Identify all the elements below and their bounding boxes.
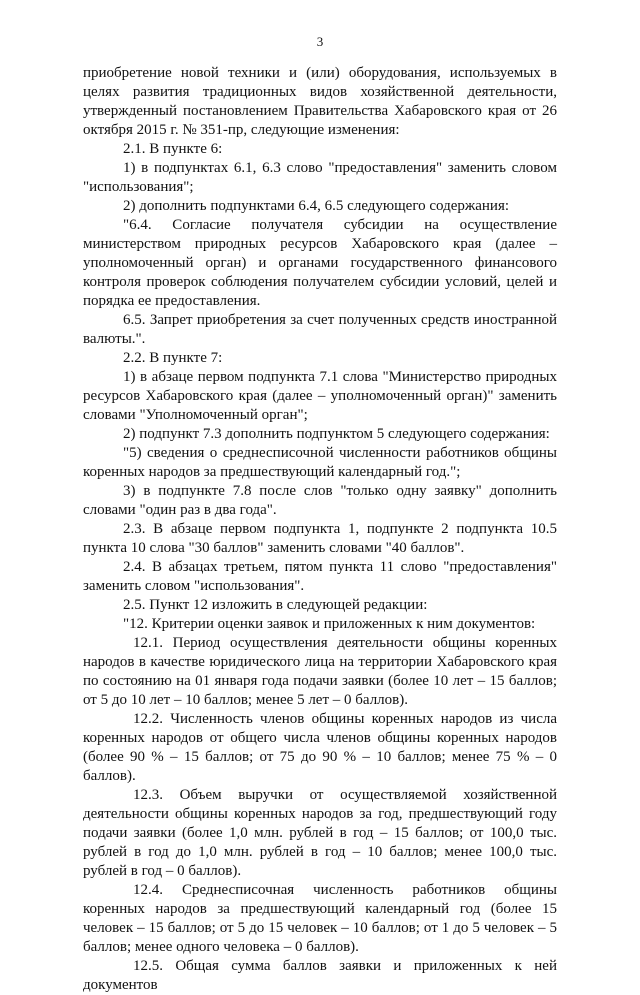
document-paragraph: 2.1. В пункте 6: — [123, 141, 223, 157]
document-paragraph: 2.2. В пункте 7: — [123, 350, 223, 366]
document-paragraph: 12.2. Численность членов общины коренных народов из числа коренных народов от общего числа членов общины коренных народов (более 90 % – 15 баллов; от 75 до 90 % – 10 баллов; менее 75 % – 0 баллов). — [83, 711, 557, 784]
document-paragraph: 12.4. Среднесписочная численность работников общины коренных народов за предшествующий календарный год (более 15 человек – 15 баллов; от 5 до 15 человек – 10 баллов; от 1 до 5 человек – 5 баллов; менее одного человека – 0 баллов). — [83, 882, 557, 955]
document-paragraph: 2.4. В абзацах третьем, пятом пункта 11 слово "предоставления" заменить словом "использования". — [83, 559, 557, 594]
document-paragraph: 2) подпункт 7.3 дополнить подпунктом 5 следующего содержания: — [123, 426, 550, 442]
document-paragraph: 6.5. Запрет приобретения за счет полученных средств иностранной валюты.". — [83, 312, 557, 347]
document-paragraph: "5) сведения о среднесписочной численности работников общины коренных народов за предшествующий календарный год."; — [83, 445, 557, 480]
document-paragraph: 1) в подпунктах 6.1, 6.3 слово "предоставления" заменить словом "использования"; — [83, 160, 557, 195]
document-paragraph: 2.5. Пункт 12 изложить в следующей редакции: — [123, 597, 428, 613]
document-paragraph: 3) в подпункте 7.8 после слов "только одну заявку" дополнить словами "один раз в два года". — [83, 483, 557, 518]
document-paragraph: 1) в абзаце первом подпункта 7.1 слова "Министерство природных ресурсов Хабаровского края (далее – уполномоченный орган)" заменить словами "Уполномоченный орган"; — [83, 369, 557, 423]
document-paragraph: 2) дополнить подпунктами 6.4, 6.5 следующего содержания: — [123, 198, 510, 214]
page-number: 3 — [316, 34, 324, 49]
document-paragraph: 12.5. Общая сумма баллов заявки и приложенных к ней документов — [83, 958, 557, 993]
document-paragraph: 2.3. В абзаце первом подпункта 1, подпункте 2 подпункта 10.5 пункта 10 слова "30 баллов" заменить словами "40 баллов". — [83, 521, 557, 556]
document-paragraph: "6.4. Согласие получателя субсидии на осуществление министерством природных ресурсов Хабаровского края (далее – уполномоченный орган) и органами государственного финансового контроля проверок соблюдения получателем субсидии условий, целей и порядка ее предоставления. — [83, 217, 557, 309]
document-paragraph: приобретение новой техники и (или) оборудования, используемых в целях развития традиционных видов хозяйственной деятельности, утвержденный постановлением Правительства Хабаровского края от 26 октября 2015 г. № 351-пр, следующие изменения: — [83, 65, 557, 138]
document-paragraph: "12. Критерии оценки заявок и приложенных к ним документов: — [123, 616, 536, 632]
document-paragraph: 12.3. Объем выручки от осуществляемой хозяйственной деятельности общины коренных народов за год, предшествующий году подачи заявки (более 1,0 млн. рублей в год – 15 баллов; от 100,0 тыс. рублей в год до 1,0 млн. рублей в год – 10 баллов; менее 100,0 тыс. рублей в год – 0 баллов). — [83, 787, 557, 879]
document-paragraph: 12.1. Период осуществления деятельности общины коренных народов в качестве юридического лица на территории Хабаровского края по состоянию на 01 января года подачи заявки (более 10 лет – 15 баллов; от 5 до 10 лет – 10 баллов; менее 5 лет – 0 баллов). — [83, 635, 557, 708]
document-body — [83, 64, 557, 995]
